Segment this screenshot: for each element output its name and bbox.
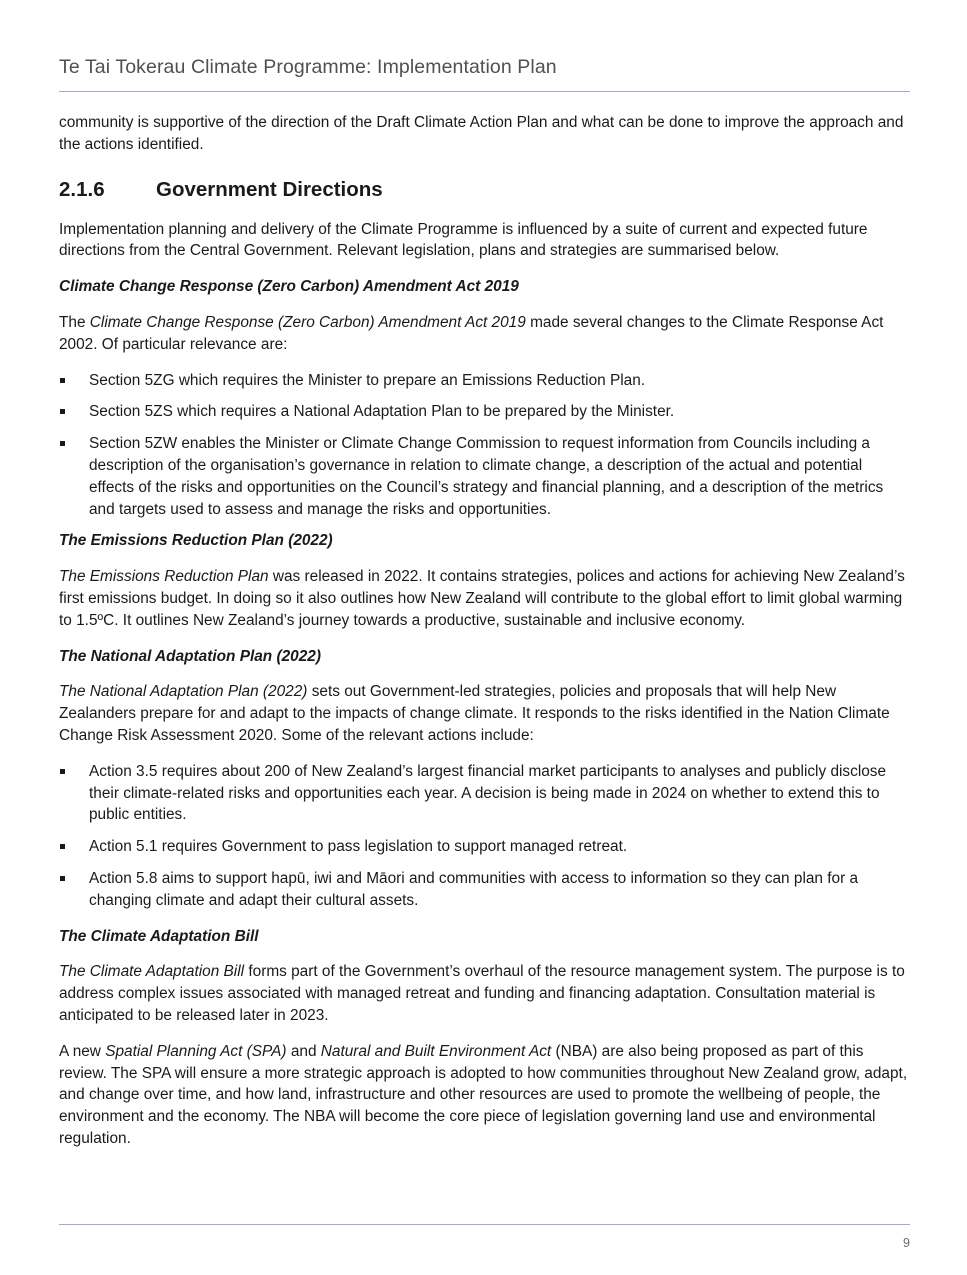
zero-carbon-heading: Climate Change Response (Zero Carbon) Amendment Act 2019 (59, 278, 519, 296)
document-body (59, 112, 911, 1164)
header-divider (59, 91, 910, 92)
intro-paragraph: community is supportive of the direction of the Draft Climate Action Plan and what can be done to improve the approach and the actions identified. (59, 114, 904, 153)
list-item: Section 5ZG which requires the Minister to prepare an Emissions Reduction Plan. (59, 370, 911, 392)
footer-divider (59, 1224, 910, 1225)
adaptation-plan-heading: The National Adaptation Plan (2022) (59, 647, 321, 665)
adaptation-bill-heading: The Climate Adaptation Bill (59, 927, 259, 945)
bullet-icon (60, 844, 65, 849)
section-intro-paragraph: Implementation planning and delivery of the Climate Programme is influenced by a suite of current and expected future directions from the Central Government. Relevant legislation, plans and strategies are summarised below. (59, 220, 868, 260)
page-header-title: Te Tai Tokerau Climate Programme: Implementation Plan (59, 56, 557, 78)
emissions-plan-paragraph: The Emissions Reduction Plan was released in 2022. It contains strategies, polices and actions for achieving New Zealand’s first emissions budget. In doing so it also outlines how New Zealand will contribute to the global effort to limit global warming to 1.5ºC. It outlines New Zealand’s journey towards a productive, sustainable and inclusive economy. (59, 568, 905, 629)
bullet-icon (60, 876, 65, 881)
page-number: 9 (903, 1236, 910, 1250)
bullet-icon (60, 409, 65, 414)
emissions-plan-heading: The Emissions Reduction Plan (2022) (59, 532, 333, 550)
list-item: Section 5ZW enables the Minister or Climate Change Commission to request information from Councils including a description of the organisation’s governance in relation to climate change, a description of the actual and potential effects of the risks and opportunities on the Council’s strategy and financial planning, and a description of the metrics and targets used to assess and manage the risks and opportunities. (59, 433, 911, 520)
section-number: 2.1.6 (59, 177, 105, 201)
section-heading (59, 178, 911, 202)
bullet-icon (60, 378, 65, 383)
list-item: Action 5.1 requires Government to pass legislation to support managed retreat. (59, 836, 911, 858)
zero-carbon-paragraph: The Climate Change Response (Zero Carbon) Amendment Act 2019 made several changes to the Climate Response Act 2002. Of particular relevance are: (59, 313, 884, 353)
zero-carbon-bullet-list (59, 370, 911, 521)
bullet-icon (60, 441, 65, 446)
list-item: Action 3.5 requires about 200 of New Zealand’s largest financial market participants to analyses and publicly disclose their climate-related risks and opportunities each year. A decision is being made in 2024 on whether to extend this to public entities. (59, 761, 911, 826)
adaptation-plan-paragraph: The National Adaptation Plan (2022) sets out Government-led strategies, policies and proposals that will help New Zealanders prepare for and adapt to the impacts of change climate. It responds to the risks identified in the Nation Climate Change Risk Assessment 2020. Some of the relevant actions include: (59, 683, 890, 744)
spa-nba-paragraph: A new Spatial Planning Act (SPA) and Natural and Built Environment Act (NBA) are also being proposed as part of this review. The SPA will ensure a more strategic approach is adopted to how communities throughout New Zealand grow, adapt, and change over time, and how land, infrastructure and other resources are used to promote the wellbeing of people, the environment and the economy. The NBA will become the core piece of legislation governing land use and environmental regulation. (59, 1042, 908, 1147)
section-title: Government Directions (156, 177, 383, 201)
list-item: Action 5.8 aims to support hapū, iwi and Māori and communities with access to information so they can plan for a changing climate and adapt their cultural assets. (59, 868, 911, 912)
list-item: Section 5ZS which requires a National Adaptation Plan to be prepared by the Minister. (59, 401, 911, 423)
adaptation-plan-bullet-list (59, 761, 911, 912)
adaptation-bill-paragraph: The Climate Adaptation Bill forms part of the Government’s overhaul of the resource management system. The purpose is to address complex issues associated with managed retreat and funding and financing adaptation. Consultation material is anticipated to be released later in 2023. (59, 963, 905, 1024)
bullet-icon (60, 769, 65, 774)
